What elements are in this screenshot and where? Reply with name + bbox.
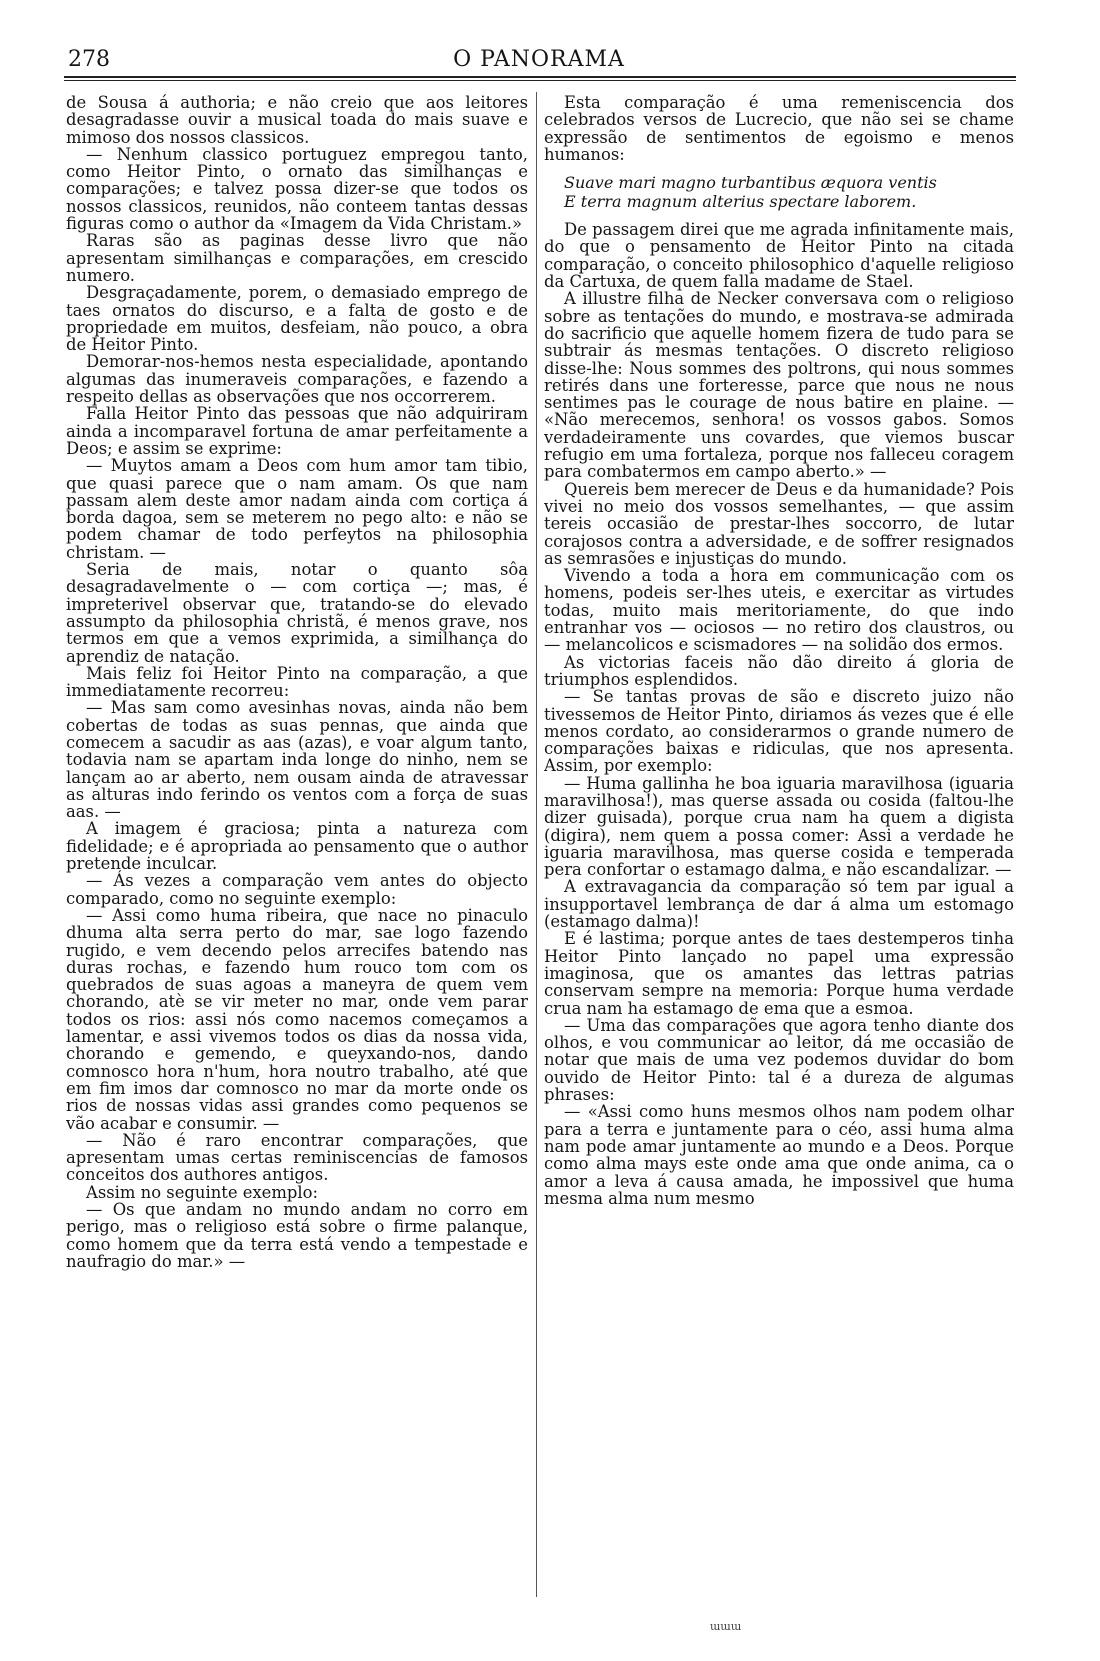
left-paragraph-10: — Ás vezes a comparação vem antes do objecto comparado, como no seguinte exemplo:: [66, 871, 528, 908]
page-number: 278: [68, 47, 110, 72]
left-quote-1: — Muytos amam a Deos com hum amor tam tibio, que quasi parece que o nam amam. Os que nam passam alem deste amor nadam ainda com cortiça á borda dagoa, sem se meterem no pego alto: e não se podem chamar de todo perfeytos na philosophia christam. —: [66, 456, 528, 562]
left-paragraph-12: Assim no seguinte exemplo:: [86, 1182, 319, 1202]
left-paragraph-2: — Nenhum classico portuguez empregou tanto, como Heitor Pinto, o ornato das similhanças e comparações; e talvez possa dizer-se que todos os nossos classicos, reunidos, não conteem tantas dessas figuras como o author da «Imagem da Vida Christam.»: [66, 144, 528, 234]
right-column: [544, 94, 1014, 1207]
right-paragraph-1: Esta comparação é uma remeniscencia dos celebrados versos de Lucrecio, que não sei se chame expressão de sentimentos de egoismo e menos humanos:: [544, 93, 1014, 164]
left-paragraph-1: de Sousa á authoria; e não creio que aos leitores desagradasse ouvir a musical toada do mais suave e mimoso dos nossos classicos.: [66, 93, 528, 147]
right-paragraph-7: — Se tantas provas de são e discreto juizo não tivessemos de Heitor Pinto, diriamos ás vezes que é elle menos cordato, ao considerarmos o grande numero de comparações baixas e ridiculas, que nos apresenta. Assim, por exemplo:: [544, 687, 1014, 776]
left-paragraph-5: Demorar-nos-hemos nesta especialidade, apontando algumas das inumeraveis comparações, e fazendo a respeito dellas as observações que nos occorrerem.: [66, 352, 528, 407]
right-paragraph-4: Quereis bem merecer de Deus e da humanidade? Pois vivei no meio dos vossos semelhantes, — que assim tereis occasião de prestar-lhes soccorro, de lutar corajosos contra a adversidade, e de soffrer resignados as semrasões e injustiças do mundo.: [544, 479, 1014, 568]
left-paragraph-7: Seria de mais, notar o quanto sôa desagradavelmente o — com cortiça —; mas, é impreterivel observar que, tratando-se do elevado assumpto da philosophia christã, é menos grave, nos termos em que a vemos exprimida, a similhança do aprendiz de natação.: [66, 560, 528, 666]
right-paragraph-2: De passagem direi que me agrada infinitamente mais, do que o pensamento de Heitor Pinto na citada comparação, o conceito philosophico d'aquelle religioso da Cartuxa, de quem falla madame de Stael.: [544, 220, 1014, 292]
right-quote-2: — «Assi como huns mesmos olhos nam podem olhar para a terra e juntamente para o céo, assi huma alma nam pode amar juntamente ao mundo e a Deos. Porque como alma mays este onde ama que onde anima, ca o amor a leva á causa amada, he impossivel que huma mesma alma num mesmo: [544, 1102, 1014, 1208]
journal-title: O PANORAMA: [453, 47, 625, 72]
left-paragraph-4: Desgraçadamente, porem, o demasiado emprego de taes ornatos do discurso, e a falta de gosto e de propriedade em muitos, desfeiam, não pouco, a obra de Heitor Pinto.: [66, 283, 528, 355]
header-rule-thin: [64, 80, 1016, 81]
right-quote-1: — Huma gallinha he boa iguaria maravilhosa (iguaria maravilhosa!), mas querse assada ou cosida (faltou-lhe dizer guisada), porque crua nam ha quem a digista (digira), nem quem a possa comer: Assi a verdade he iguaria maravilhosa, mas querse cosida e temperada pera confortar o estamago dalma, e não escandalizar. —: [544, 773, 1014, 880]
left-paragraph-8: Mais feliz foi Heitor Pinto na comparação, a que immediatamente recorreu:: [66, 663, 528, 701]
printer-mark: ɯɯɯ: [710, 1620, 742, 1633]
right-paragraph-5: Vivendo a toda a hora em communicação com os homens, podeis ser-lhes uteis, e exercitar as virtudes todas, muito mais meritoriamente, do que indo entranhar vos — ociosos — no retiro dos claustros, ou — melancolicos e scismadores — na solidão dos ermos.: [544, 566, 1014, 655]
header-rule-thick: [64, 76, 1016, 78]
right-paragraph-3: A illustre filha de Necker conversava com o religioso sobre as tentações do mundo, e mostrava-se admirada do sacrificio que aquelle homem fizera de tudo para se subtrair ás mesmas tentações. O discreto religioso disse-lhe: Nous sommes des poltrons, qui nous sommes retirés dans une forteresse, parce que nous ne nous sentimes pas le courage de nous batire en plaine. — «Não merecemos, senhora! os vossos gabos. Somos verdadeiramente uns covardes, que viemos buscar refugio em uma fortaleza, porque nos falleceu coragem para combatermos em campo aberto.» —: [544, 289, 1014, 482]
left-paragraph-3: Raras são as paginas desse livro que não apresentam similhanças e comparações, em crescido numero.: [66, 231, 528, 285]
column-divider: [536, 92, 537, 1597]
verse-line-2: E terra magnum alterius spectare laborem.: [564, 192, 917, 212]
left-paragraph-6: Falla Heitor Pinto das pessoas que não adquiriram ainda a incomparavel fortuna de amar perfeitamente a Deos; e assim se exprime:: [66, 404, 528, 458]
right-paragraph-8: A extravagancia da comparação só tem par igual a insupportavel lembrança de dar á alma um estomago (estamago dalma)!: [544, 877, 1014, 932]
page-header: [64, 44, 1014, 74]
left-quote-3: — Assi como huma ribeira, que nace no pinaculo dhuma alta serra perto do mar, sae logo fazendo rugido, e vem decendo pelos arrecifes batendo nas duras rochas, e fazendo hum rouco tom com os quebrados de suas agoas a maneyra de quem vem chorando, atè se vir meter no mar, onde vem parar todos os rios: assi nós como nacemos começamos a lamentar, e assi vivemos todos os dias da nossa vida, chorando e gemendo, e queyxando-nos, dando comnosco hora n'hum, hora noutro trabalho, até que em fim imos dar comnosco no mar da morte onde os rios de nossas vidas assi grandes como pequenos se vão acabar e consumir. —: [66, 905, 528, 1133]
left-quote-4: — Os que andam no mundo andam no corro em perigo, mas o religioso está sobre o firme palanque, como homem que da terra está vendo a tempestade e naufragio do mar.» —: [66, 1200, 528, 1271]
left-paragraph-9: A imagem é graciosa; pinta a natureza com fidelidade; e é apropriada ao pensamento que o author pretende inculcar.: [66, 819, 528, 874]
right-paragraph-9: E é lastima; porque antes de taes destemperos tinha Heitor Pinto lançado no papel uma expressão imaginosa, que os amantes das lettras patrias conservam sempre na memoria: Porque huma verdade crua nam ha estamago de ema que a esmoa.: [544, 929, 1014, 1018]
right-paragraph-6: As victorias faceis não dão direito á gloria de triumphos esplendidos.: [544, 652, 1014, 689]
verse-spacer-top: [544, 163, 1014, 173]
verse-line-1: Suave mari magno turbantibus æquora ventis: [564, 173, 937, 193]
right-paragraph-10: — Uma das comparações que agora tenho diante dos olhos, e vou communicar ao leitor, dá me occasião de notar que mais de uma vez podemos duvidar do bom ouvido de Heitor Pinto: tal é a dureza de algumas phrases:: [544, 1015, 1014, 1105]
left-column: [66, 94, 528, 1270]
left-quote-2: — Mas sam como avesinhas novas, ainda não bem cobertas de todas as suas pennas, que ainda que comecem a sacudir as aas (azas), e voar algum tanto, todavia nam se apartam inda longe do ninho, nem se lançam ao ar aberto, nem ousam ainda de atravessar as alturas indo ferindo os ventos com a força de suas aas. —: [66, 698, 528, 822]
left-paragraph-11: — Não é raro encontrar comparações, que apresentam umas certas reminiscencias de famosos conceitos dos authores antigos.: [66, 1130, 528, 1185]
